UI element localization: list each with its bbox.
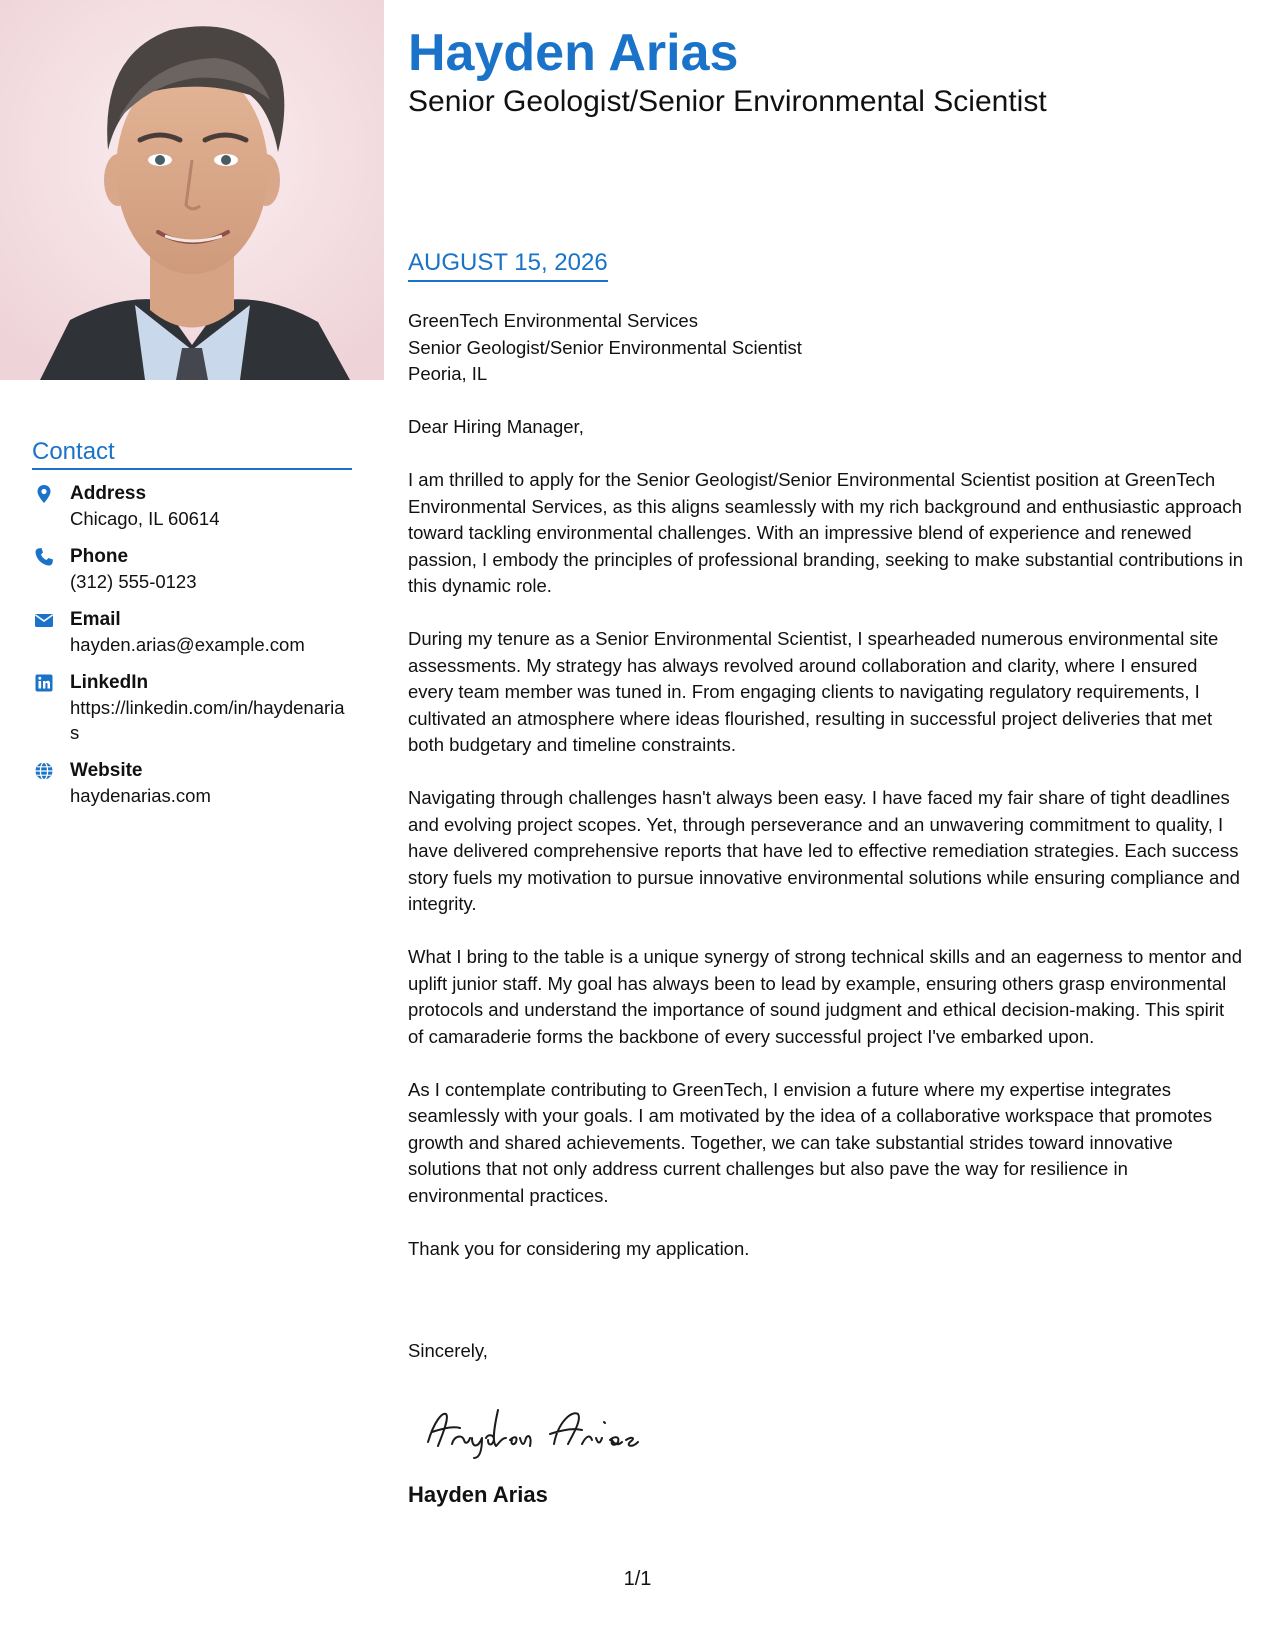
phone-value[interactable]: (312) 555-0123 [70, 571, 197, 592]
letter-paragraph: As I contemplate contributing to GreenTech, I envision a future where my expertise integrates seamlessly with your goals. I am motivated by the idea of a collaborative workspace that promotes growth and shared achievements. Together, we can take substantial strides toward innovative solutions that not only address current challenges but also pave the way for resilience in environmental practices. [408, 1078, 1213, 1206]
portrait-photo [0, 0, 384, 380]
recipient-company: GreenTech Environmental Services [408, 310, 698, 331]
address-value: Chicago, IL 60614 [70, 508, 220, 529]
recipient-position: Senior Geologist/Senior Environmental Scientist [408, 336, 802, 358]
contact-item-linkedin [32, 671, 352, 745]
letter-date: AUGUST 15, 2026 [408, 248, 608, 282]
phone-icon [34, 547, 54, 567]
page-number: 1/1 [623, 1568, 652, 1590]
letter-body [408, 414, 1244, 1289]
contact-section [32, 438, 352, 822]
globe-icon [34, 761, 54, 781]
applicant-title: Senior Geologist/Senior Environmental Scientist [408, 85, 1047, 118]
applicant-name: Hayden Arias [408, 24, 739, 82]
recipient-location: Peoria, IL [408, 363, 488, 384]
contact-label: LinkedIn [70, 672, 149, 693]
envelope-icon [34, 610, 54, 630]
contact-item-website [32, 759, 352, 808]
letter-paragraph: During my tenure as a Senior Environmental Scientist, I spearheaded numerous environmental site assessments. My strategy has always revolved around collaboration and clarity, where I ensured every team member was tuned in. From engaging clients to navigating regulatory requirements, I cultivated an atmosphere where ideas flourished, resulting in successful project deliveries that met both budgetary and timeline constraints. [408, 628, 1219, 755]
salutation: Dear Hiring Manager, [408, 416, 584, 437]
linkedin-value[interactable]: https://linkedin.com/in/haydenarias [70, 697, 345, 743]
email-value[interactable]: hayden.arias@example.com [70, 634, 305, 655]
contact-label: Website [70, 760, 143, 781]
website-value[interactable]: haydenarias.com [70, 785, 211, 806]
contact-label: Address [70, 483, 147, 504]
signer-name: Hayden Arias [408, 1482, 548, 1507]
contact-label: Phone [70, 546, 129, 567]
map-pin-icon [34, 484, 54, 504]
letter-paragraph: Thank you for considering my application. [408, 1237, 750, 1259]
contact-label: Email [70, 609, 121, 630]
linkedin-icon [34, 673, 54, 693]
letter-paragraph: I am thrilled to apply for the Senior Geologist/Senior Environmental Scientist position at GreenTech Environmental Services, as this aligns seamlessly with my rich background and enthusiastic approach toward tackling environmental challenges. With an impressive blend of experience and renewed passion, I embody the principles of professional branding, seeking to make substantial contributions in this dynamic role. [408, 469, 1244, 596]
contact-item-email [32, 608, 352, 657]
contact-item-address [32, 482, 352, 531]
closing: Sincerely, [408, 1340, 488, 1361]
profile-photo [0, 0, 384, 380]
contact-item-phone [32, 545, 352, 594]
contact-heading: Contact [32, 438, 352, 470]
sidebar [0, 0, 384, 1650]
recipient-block [408, 308, 802, 388]
letter-paragraph: What I bring to the table is a unique synergy of strong technical skills and an eagerness to mentor and uplift junior staff. My goal has always been to lead by example, ensuring others grasp environmental protocols and understand the importance of sound judgment and ethical decision-making. This spirit of camaraderie forms the backbone of every successful project I've embarked upon. [408, 946, 1243, 1047]
signature-image [422, 1392, 672, 1462]
letter-paragraph: Navigating through challenges hasn't always been easy. I have faced my fair share of tight deadlines and evolving project scopes. Yet, through perseverance and an unwavering commitment to quality, I have delivered comprehensive reports that have led to effective remediation strategies. Each success story fuels my motivation to pursue innovative environmental solutions while ensuring compliance and integrity. [408, 787, 1240, 914]
